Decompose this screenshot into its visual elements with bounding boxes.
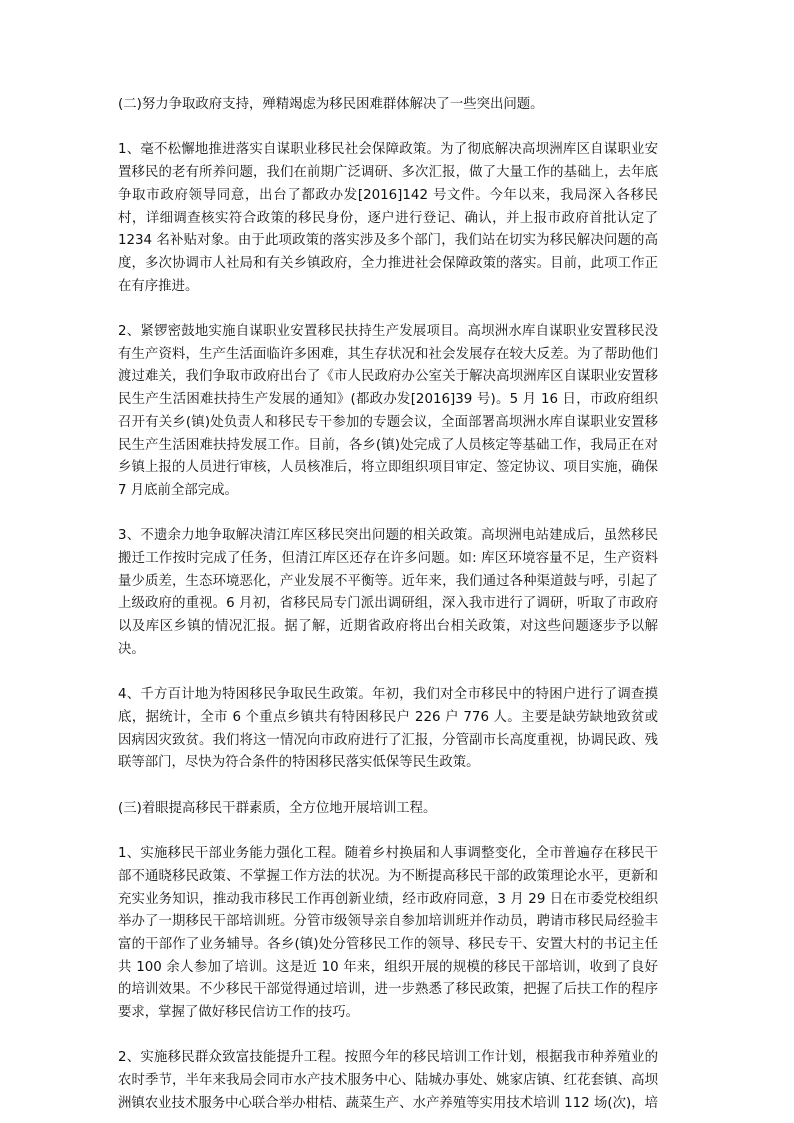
paragraph-2-4: 4、千方百计地为特困移民争取民生政策。年初，我们对全市移民中的特困户进行了调查摸底，据统计，全市 6 个重点乡镇共有特困移民户 226 户 776 人。主要是缺劳缺地致贫或因病因灾致贫。我们将这一情况向市政府进行了汇报，分管副市长高度重视，协调民政、残联等部门，尽快为符合条件的特困移民落实低保等民生政策。 [118,687,658,771]
paragraph-2-3: 3、不遗余力地争取解决清江库区移民突出问题的相关政策。高坝洲电站建成后，虽然移民搬迁工作按时完成了任务，但清江库区还存在许多问题。如: 库区环境容量不足，生产资料量少质差，生态环境恶化，产业发展不平衡等。近年来，我们通过各种渠道鼓与呼，引起了上级政府的重视。6 月初，省移民局专门派出调研组，深入我市进行了调研，听取了市政府以及库区乡镇的情况汇报。据了解，近期省政府将出台相关政策，对这些问题逐步予以解决。 [118,528,658,657]
section-heading-2: (二)努力争取政府支持，殚精竭虑为移民困难群体解决了一些突出问题。 [118,97,544,112]
paragraph-3-1: 1、实施移民干部业务能力强化工程。随着乡村换届和人事调整变化，全市普遍存在移民干部不通晓移民政策、不掌握工作方法的状况。为不断提高移民干部的政策理论水平，更新和充实业务知识，推动我市移民工作再创新业绩，经市政府同意，3 月 29 日在市委党校组织举办了一期移民干部培训班。分管市级领导亲自参加培训班并作动员，聘请市移民局经验丰富的干部作了业务辅导。各乡(镇)处分管移民工作的领导、移民专干、安置大村的书记主任共 100 余人参加了培训。这是近 10 年来，组织开展的规模的移民干部培训，收到了良好的培训效果。不少移民干部觉得通过培训，进一步熟悉了移民政策，把握了后扶工作的程序要求，掌握了做好移民信访工作的技巧。 [118,846,658,1021]
paragraph-3-2: 2、实施移民群众致富技能提升工程。按照今年的移民培训工作计划，根据我市种养殖业的农时季节，半年来我局会同市水产技术服务中心、陆城办事处、姚家店镇、红花套镇、高坝洲镇农业技术服务中心联合举办柑桔、蔬菜生产、水产养殖等实用技术培训 112 场(次)，培 [118,1050,658,1111]
paragraph-2-2: 2、紧锣密鼓地实施自谋职业安置移民扶持生产发展项目。高坝洲水库自谋职业安置移民没有生产资料，生产生活面临许多困难，其生存状况和社会发展存在较大反差。为了帮助他们渡过难关，我们争取市政府出台了《市人民政府办公室关于解决高坝洲库区自谋职业安置移民生产生活困难扶持生产发展的通知》(都政办发[2016]39 号)。5 月 16 日，市政府组织召开有关乡(镇)处负责人和移民专干参加的专题会议，全面部署高坝洲水库自谋职业安置移民生产生活困难扶持发展工作。目前，各乡(镇)处完成了人员核定等基础工作，我局正在对乡镇上报的人员进行审核，人员核准后，将立即组织项目审定、签定协议、项目实施，确保 7 月底前全部完成。 [118,324,658,498]
paragraph-2-1: 1、毫不松懈地推进落实自谋职业移民社会保障政策。为了彻底解决高坝洲库区自谋职业安置移民的老有所养问题，我们在前期广泛调研、多次汇报，做了大量工作的基础上，去年底争取市政府领导同意，出台了都政办发[2016]142 号文件。今年以来，我局深入各移民村，详细调查核实符合政策的移民身份，逐户进行登记、确认，并上报市政府首批认定了 1234 名补贴对象。由于此项政策的落实涉及多个部门，我们站在切实为移民解决问题的高度，多次协调市人社局和有关乡镇政府，全力推进社会保障政策的落实。目前，此项工作正在有序推进。 [118,142,658,294]
section-heading-3: (三)着眼提高移民干群素质，全方位地开展培训工程。 [118,800,437,816]
